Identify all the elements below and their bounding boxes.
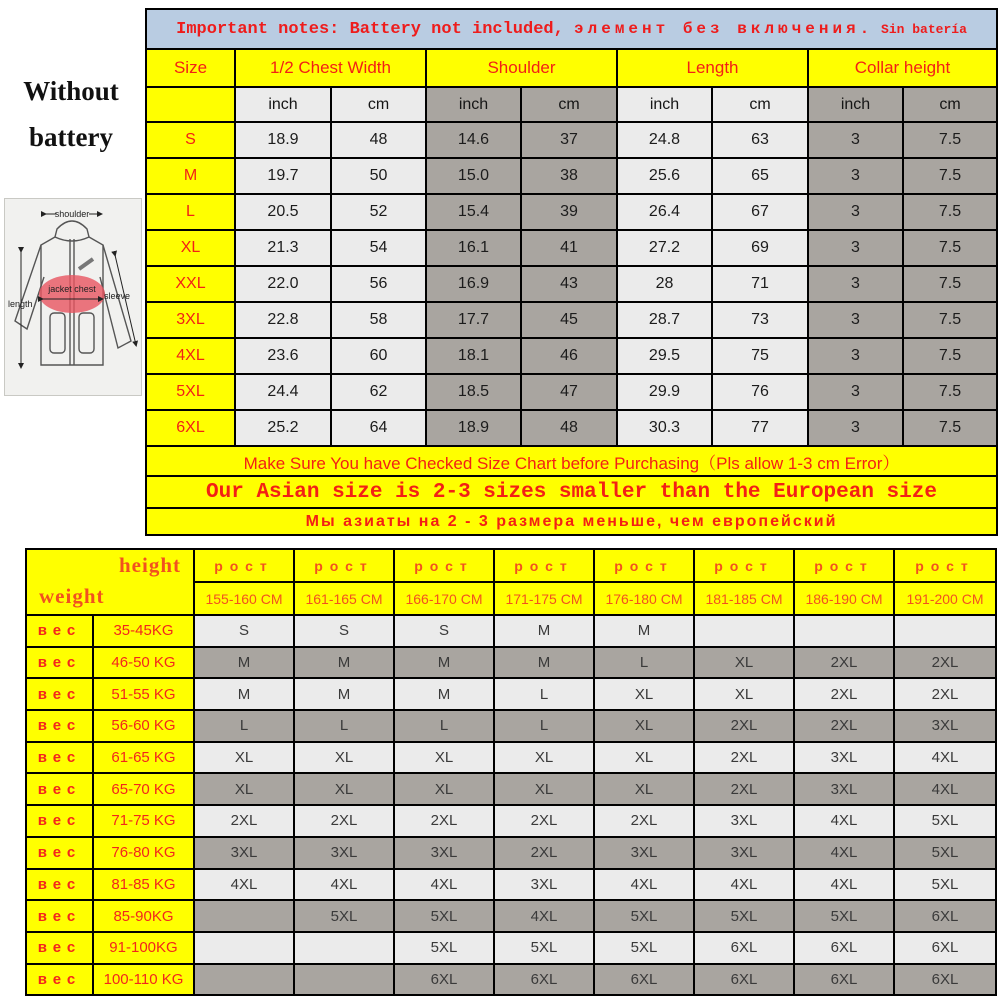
recommended-size-cell: M (494, 647, 594, 679)
header-shoulder: Shoulder (426, 49, 617, 87)
recommended-size-cell: 5XL (494, 932, 594, 964)
recommended-size-cell (294, 964, 394, 996)
recommended-size-cell: 3XL (394, 837, 494, 869)
size-row-label: 6XL (146, 410, 235, 446)
size-spec-row (146, 122, 997, 158)
recommended-size-cell: M (294, 647, 394, 679)
recommended-size-cell: 4XL (794, 837, 894, 869)
recommended-size-cell: M (294, 678, 394, 710)
recommended-size-cell: L (394, 710, 494, 742)
sleeve-label: sleeve (103, 291, 131, 301)
jacket-measurement-diagram (4, 198, 142, 396)
recommended-size-cell: 5XL (894, 869, 996, 901)
spec-value-cell: 65 (712, 158, 808, 194)
height-weight-row (26, 900, 996, 932)
recommended-size-cell: XL (594, 742, 694, 774)
spec-value-cell: 50 (331, 158, 426, 194)
spec-value-cell: 63 (712, 122, 808, 158)
rost-header-row (26, 549, 996, 582)
recommended-size-cell: M (494, 615, 594, 647)
weight-range-label: 51-55 KG (93, 678, 194, 710)
recommended-size-cell: 5XL (394, 932, 494, 964)
spec-value-cell: 38 (521, 158, 617, 194)
unit-cell: inch (617, 87, 712, 122)
recommended-size-cell: 4XL (294, 869, 394, 901)
ves-label: вес (26, 647, 93, 679)
recommended-size-cell (694, 615, 794, 647)
spec-value-cell: 30.3 (617, 410, 712, 446)
recommended-size-cell: 4XL (194, 869, 294, 901)
size-row-label: XXL (146, 266, 235, 302)
size-row-label: 3XL (146, 302, 235, 338)
weight-range-label: 100-110 KG (93, 964, 194, 996)
recommended-size-cell: XL (194, 773, 294, 805)
recommended-size-cell: 2XL (294, 805, 394, 837)
recommended-size-cell: 4XL (494, 900, 594, 932)
spec-value-cell: 46 (521, 338, 617, 374)
height-range: 181-185 CM (694, 582, 794, 615)
recommended-size-cell: 2XL (794, 678, 894, 710)
unit-cell: inch (808, 87, 903, 122)
spec-value-cell: 69 (712, 230, 808, 266)
spec-value-cell: 7.5 (903, 158, 997, 194)
recommended-size-cell: 6XL (894, 932, 996, 964)
recommended-size-cell: 6XL (694, 932, 794, 964)
recommended-size-cell: 2XL (794, 710, 894, 742)
size-spec-row (146, 266, 997, 302)
rost-label: рост (894, 549, 996, 582)
recommended-size-cell: 3XL (794, 742, 894, 774)
recommended-size-cell: 3XL (194, 837, 294, 869)
header-chest-width: 1/2 Chest Width (235, 49, 426, 87)
recommended-size-cell: 5XL (294, 900, 394, 932)
recommended-size-cell: 3XL (794, 773, 894, 805)
recommended-size-cell: 2XL (394, 805, 494, 837)
recommended-size-cell: XL (494, 742, 594, 774)
spec-value-cell: 3 (808, 266, 903, 302)
spec-value-cell: 7.5 (903, 410, 997, 446)
ves-label: вес (26, 678, 93, 710)
spec-value-cell: 29.9 (617, 374, 712, 410)
spec-value-cell: 18.9 (235, 122, 331, 158)
spec-value-cell: 25.6 (617, 158, 712, 194)
spec-value-cell: 73 (712, 302, 808, 338)
recommended-size-cell: 5XL (394, 900, 494, 932)
recommended-size-cell: 2XL (894, 647, 996, 679)
recommended-size-cell: 6XL (894, 900, 996, 932)
rost-label: рост (494, 549, 594, 582)
rost-label: рост (294, 549, 394, 582)
spec-value-cell: 3 (808, 338, 903, 374)
weight-range-label: 71-75 KG (93, 805, 194, 837)
unit-cell: cm (712, 87, 808, 122)
chest-highlight-ellipse (39, 275, 105, 313)
recommended-size-cell: 3XL (694, 805, 794, 837)
size-row-label: L (146, 194, 235, 230)
spec-value-cell: 62 (331, 374, 426, 410)
spec-value-cell: 39 (521, 194, 617, 230)
recommended-size-cell (294, 932, 394, 964)
height-weight-row (26, 678, 996, 710)
recommended-size-cell: L (494, 678, 594, 710)
weight-range-label: 35-45KG (93, 615, 194, 647)
height-weight-row (26, 869, 996, 901)
size-row-label: XL (146, 230, 235, 266)
recommended-size-cell: XL (494, 773, 594, 805)
weight-range-label: 85-90KG (93, 900, 194, 932)
recommended-size-cell: L (594, 647, 694, 679)
spec-value-cell: 28 (617, 266, 712, 302)
recommended-size-cell: 5XL (894, 837, 996, 869)
spec-value-cell: 3 (808, 302, 903, 338)
recommended-size-cell: 2XL (494, 805, 594, 837)
recommended-size-cell: 4XL (794, 869, 894, 901)
size-spec-row (146, 158, 997, 194)
spec-value-cell: 18.9 (426, 410, 521, 446)
recommended-size-cell: 2XL (694, 742, 794, 774)
spec-value-cell: 71 (712, 266, 808, 302)
recommended-size-cell: M (394, 647, 494, 679)
spec-value-cell: 37 (521, 122, 617, 158)
height-range: 161-165 CM (294, 582, 394, 615)
height-range: 191-200 CM (894, 582, 996, 615)
spec-value-cell: 56 (331, 266, 426, 302)
spec-value-cell: 7.5 (903, 194, 997, 230)
recommended-size-cell: XL (594, 678, 694, 710)
ves-label: вес (26, 773, 93, 805)
spec-value-cell: 7.5 (903, 374, 997, 410)
spec-value-cell: 45 (521, 302, 617, 338)
recommended-size-cell: S (194, 615, 294, 647)
rost-label: рост (394, 549, 494, 582)
without-battery-line1: Without (23, 76, 119, 106)
size-row-label: 4XL (146, 338, 235, 374)
height-range: 176-180 CM (594, 582, 694, 615)
recommended-size-cell: M (594, 615, 694, 647)
rost-label: рост (794, 549, 894, 582)
recommended-size-cell: 3XL (694, 837, 794, 869)
recommended-size-cell: XL (694, 647, 794, 679)
recommended-size-cell: 5XL (694, 900, 794, 932)
spec-value-cell: 20.5 (235, 194, 331, 230)
note-text-ru: элемент без включения. (574, 19, 874, 38)
ves-label: вес (26, 932, 93, 964)
footnote-row-1 (146, 446, 997, 476)
spec-value-cell: 67 (712, 194, 808, 230)
weight-range-label: 56-60 KG (93, 710, 194, 742)
size-row-label: S (146, 122, 235, 158)
recommended-size-cell: 5XL (794, 900, 894, 932)
recommended-size-cell: XL (594, 710, 694, 742)
size-row-label: M (146, 158, 235, 194)
header-collar-height: Collar height (808, 49, 997, 87)
size-spec-row (146, 410, 997, 446)
recommended-size-cell: 4XL (894, 742, 996, 774)
recommended-size-cell: L (494, 710, 594, 742)
size-spec-row (146, 194, 997, 230)
recommended-size-cell: 4XL (694, 869, 794, 901)
spec-value-cell: 48 (521, 410, 617, 446)
ves-label: вес (26, 964, 93, 996)
height-weight-row (26, 710, 996, 742)
spec-value-cell: 77 (712, 410, 808, 446)
spec-value-cell: 7.5 (903, 122, 997, 158)
recommended-size-cell: XL (294, 742, 394, 774)
recommended-size-cell: XL (294, 773, 394, 805)
recommended-size-cell: 3XL (294, 837, 394, 869)
recommended-size-cell: M (194, 678, 294, 710)
recommended-size-cell: XL (194, 742, 294, 774)
recommended-size-cell: M (194, 647, 294, 679)
size-spec-row (146, 338, 997, 374)
spec-value-cell: 76 (712, 374, 808, 410)
height-range: 171-175 CM (494, 582, 594, 615)
jacket-diagram-drawing (5, 199, 139, 393)
spec-value-cell: 29.5 (617, 338, 712, 374)
recommended-size-cell: 6XL (594, 964, 694, 996)
ves-label: вес (26, 869, 93, 901)
recommended-size-cell: 4XL (594, 869, 694, 901)
weight-range-label: 81-85 KG (93, 869, 194, 901)
recommended-size-cell: 3XL (594, 837, 694, 869)
ves-label: вес (26, 805, 93, 837)
spec-value-cell: 58 (331, 302, 426, 338)
recommended-size-cell (794, 615, 894, 647)
spec-value-cell: 41 (521, 230, 617, 266)
recommended-size-cell: L (294, 710, 394, 742)
without-battery-line2: battery (29, 122, 113, 152)
unit-cell: inch (426, 87, 521, 122)
height-weight-row (26, 647, 996, 679)
height-weight-corner-cell (26, 549, 194, 615)
recommended-size-cell: 6XL (494, 964, 594, 996)
spec-value-cell: 75 (712, 338, 808, 374)
footnote-row-3 (146, 508, 997, 535)
spec-value-cell: 22.8 (235, 302, 331, 338)
footnote-check-size-chart: Make Sure You have Checked Size Chart before Purchasing（Pls allow 1-3 cm Error） (146, 446, 997, 476)
spec-value-cell: 24.4 (235, 374, 331, 410)
height-weight-row (26, 805, 996, 837)
spec-value-cell: 23.6 (235, 338, 331, 374)
footnote-asian-size-ru: Мы азиаты на 2 - 3 размера меньше, чем европейский (146, 508, 997, 535)
spec-value-cell: 54 (331, 230, 426, 266)
recommended-size-cell: L (194, 710, 294, 742)
size-table-body (146, 122, 997, 446)
height-weight-row (26, 742, 996, 774)
header-length: Length (617, 49, 808, 87)
corner-height-label: height (118, 553, 181, 577)
spec-value-cell: 3 (808, 122, 903, 158)
without-battery-label (0, 68, 142, 160)
spec-value-cell: 15.4 (426, 194, 521, 230)
recommended-size-cell (894, 615, 996, 647)
weight-range-label: 46-50 KG (93, 647, 194, 679)
rost-label: рост (194, 549, 294, 582)
recommended-size-cell: 2XL (494, 837, 594, 869)
spec-value-cell: 21.3 (235, 230, 331, 266)
height-weight-table (25, 548, 997, 996)
spec-value-cell: 52 (331, 194, 426, 230)
recommended-size-cell: 2XL (694, 710, 794, 742)
recommended-size-cell: 5XL (594, 932, 694, 964)
weight-range-label: 65-70 KG (93, 773, 194, 805)
footnote-asian-size: Our Asian size is 2-3 sizes smaller than the European size (146, 476, 997, 508)
ves-label: вес (26, 710, 93, 742)
spec-value-cell: 27.2 (617, 230, 712, 266)
recommended-size-cell (194, 964, 294, 996)
recommended-size-cell: 2XL (594, 805, 694, 837)
size-row-label: 5XL (146, 374, 235, 410)
spec-value-cell: 60 (331, 338, 426, 374)
height-weight-row (26, 615, 996, 647)
spec-value-cell: 24.8 (617, 122, 712, 158)
recommended-size-cell: 6XL (794, 932, 894, 964)
important-note-row (146, 9, 997, 49)
unit-cell: cm (331, 87, 426, 122)
spec-value-cell: 18.5 (426, 374, 521, 410)
spec-value-cell: 19.7 (235, 158, 331, 194)
weight-range-label: 61-65 KG (93, 742, 194, 774)
spec-value-cell: 3 (808, 194, 903, 230)
note-text-es: Sin batería (873, 21, 967, 37)
spec-value-cell: 28.7 (617, 302, 712, 338)
rost-label: рост (694, 549, 794, 582)
spec-value-cell: 43 (521, 266, 617, 302)
spec-value-cell: 47 (521, 374, 617, 410)
recommended-size-cell: XL (394, 773, 494, 805)
shoulder-label: shoulder (54, 209, 90, 219)
spec-value-cell: 16.9 (426, 266, 521, 302)
height-weight-row (26, 837, 996, 869)
recommended-size-cell: 2XL (794, 647, 894, 679)
height-range: 186-190 CM (794, 582, 894, 615)
unit-cell: cm (903, 87, 997, 122)
recommended-size-cell: 3XL (494, 869, 594, 901)
spec-value-cell: 15.0 (426, 158, 521, 194)
ves-label: вес (26, 837, 93, 869)
spec-value-cell: 48 (331, 122, 426, 158)
unit-empty-cell (146, 87, 235, 122)
ves-label: вес (26, 615, 93, 647)
height-weight-row (26, 932, 996, 964)
spec-value-cell: 16.1 (426, 230, 521, 266)
spec-value-cell: 17.7 (426, 302, 521, 338)
spec-header-row (146, 49, 997, 87)
note-text-en: Important notes: Battery not included, (176, 19, 575, 39)
rost-label: рост (594, 549, 694, 582)
recommended-size-cell: 2XL (894, 678, 996, 710)
spec-value-cell: 3 (808, 230, 903, 266)
ves-label: вес (26, 742, 93, 774)
length-label: length (8, 299, 33, 309)
spec-value-cell: 25.2 (235, 410, 331, 446)
recommended-size-cell: 3XL (894, 710, 996, 742)
spec-value-cell: 3 (808, 374, 903, 410)
recommended-size-cell: 4XL (794, 805, 894, 837)
recommended-size-cell: 2XL (694, 773, 794, 805)
recommended-size-cell: XL (394, 742, 494, 774)
spec-value-cell: 3 (808, 158, 903, 194)
header-size: Size (146, 49, 235, 87)
height-weight-body (26, 615, 996, 995)
spec-value-cell: 26.4 (617, 194, 712, 230)
recommended-size-cell: 5XL (894, 805, 996, 837)
spec-value-cell: 22.0 (235, 266, 331, 302)
spec-value-cell: 18.1 (426, 338, 521, 374)
height-weight-row (26, 773, 996, 805)
recommended-size-cell (194, 932, 294, 964)
recommended-size-cell (194, 900, 294, 932)
weight-range-label: 76-80 KG (93, 837, 194, 869)
spec-value-cell: 7.5 (903, 338, 997, 374)
height-range: 166-170 CM (394, 582, 494, 615)
size-spec-row (146, 230, 997, 266)
recommended-size-cell: 6XL (894, 964, 996, 996)
height-range: 155-160 CM (194, 582, 294, 615)
recommended-size-cell: S (394, 615, 494, 647)
size-spec-row (146, 374, 997, 410)
recommended-size-cell: XL (694, 678, 794, 710)
spec-value-cell: 7.5 (903, 230, 997, 266)
jacket-chest-label: jacket chest (48, 284, 96, 294)
size-spec-table (145, 8, 998, 536)
recommended-size-cell: 6XL (694, 964, 794, 996)
recommended-size-cell: 4XL (894, 773, 996, 805)
weight-range-label: 91-100KG (93, 932, 194, 964)
spec-value-cell: 7.5 (903, 266, 997, 302)
footnote-row-2 (146, 476, 997, 508)
spec-value-cell: 64 (331, 410, 426, 446)
spec-value-cell: 14.6 (426, 122, 521, 158)
unit-cell: inch (235, 87, 331, 122)
important-note-bar (146, 9, 997, 49)
recommended-size-cell: 2XL (194, 805, 294, 837)
recommended-size-cell: XL (594, 773, 694, 805)
recommended-size-cell: 6XL (794, 964, 894, 996)
unit-cell: cm (521, 87, 617, 122)
spec-value-cell: 7.5 (903, 302, 997, 338)
recommended-size-cell: 6XL (394, 964, 494, 996)
corner-weight-label: weight (39, 584, 105, 608)
spec-value-cell: 3 (808, 410, 903, 446)
recommended-size-cell: 4XL (394, 869, 494, 901)
size-spec-row (146, 302, 997, 338)
recommended-size-cell: 5XL (594, 900, 694, 932)
recommended-size-cell: S (294, 615, 394, 647)
recommended-size-cell: M (394, 678, 494, 710)
ves-label: вес (26, 900, 93, 932)
unit-header-row (146, 87, 997, 122)
height-weight-row (26, 964, 996, 996)
